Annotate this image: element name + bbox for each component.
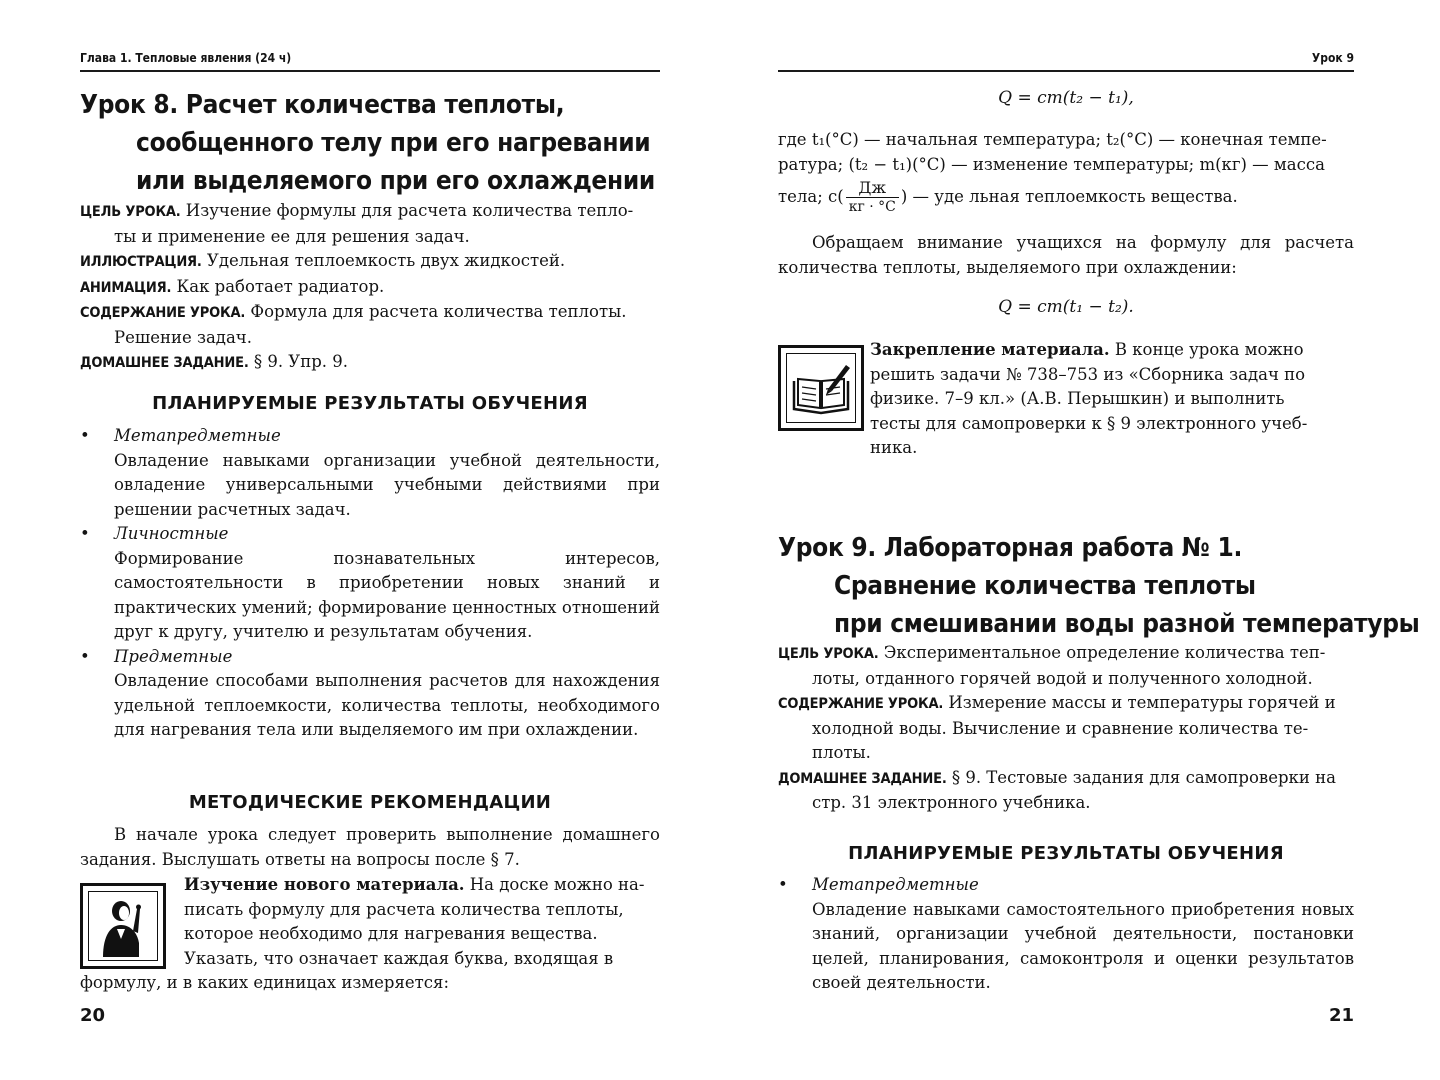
bullet-icon: • — [80, 646, 90, 666]
field-homework — [778, 766, 1354, 816]
page-number: 20 — [80, 1005, 106, 1026]
bullet-text: Формирование познавательных интересов, самостоятельности в приобретении новых знаний и практических умений; формирование ценностных отношений друг к другу, учителю и результатам обучения. — [114, 548, 660, 641]
field-text-cont: стр. 31 электронного учебника. — [812, 793, 1091, 812]
new-material-para — [184, 873, 660, 971]
text-line — [778, 179, 1354, 216]
unit-fraction — [846, 179, 899, 216]
list-item — [80, 424, 660, 522]
field-text: Удельная теплоемкость двух жидкостей. — [201, 251, 566, 270]
text-fragment: ) — уде льная теплоемкость вещества. — [900, 187, 1238, 206]
field-content — [778, 691, 1354, 766]
bullet-icon: • — [778, 875, 788, 894]
running-head-text: Глава 1. Тепловые явления (24 ч) — [80, 51, 292, 65]
consolidation-para — [870, 338, 1354, 461]
bullet-icon: • — [80, 524, 90, 543]
list-item — [80, 645, 660, 743]
text-line: писать формулу для расчета количества теплоты, — [184, 899, 624, 919]
field-label: АНИМАЦИЯ. — [80, 279, 172, 296]
results-list-left — [80, 424, 660, 743]
section-heading: ПЛАНИРУЕМЫЕ РЕЗУЛЬТАТЫ ОБУЧЕНИЯ — [848, 843, 1284, 864]
running-head-right — [778, 48, 1354, 72]
field-text-cont: холодной воды. Вычисление и сравнение количества те- — [812, 718, 1309, 738]
bullet-title: Метапредметные — [812, 875, 979, 894]
lesson-9-fields — [778, 641, 1354, 816]
bullet-text: Овладение навыками организации учебной деятельности, овладение универсальными учебными действиями при решении расчетных задач. — [114, 450, 660, 519]
field-label: ЦЕЛЬ УРОКА. — [778, 646, 879, 662]
text-line: решить задачи № 738–753 из «Сборника задач по — [870, 364, 1306, 384]
title-line: Урок 9. Лабораторная работа № 1. — [778, 533, 1243, 563]
field-text: Формула для расчета количества теплоты. — [245, 302, 627, 321]
section-heading: МЕТОДИЧЕСКИЕ РЕКОМЕНДАЦИИ — [188, 792, 552, 813]
title-line: Урок 8. Расчет количества теплоты, — [80, 90, 565, 120]
attention-para: Обращаем внимание учащихся на формулу для расчета количества теплоты, выделяемого при охлаждении: — [778, 233, 1354, 277]
list-item — [778, 873, 1354, 996]
where-para — [778, 128, 1354, 216]
bullet-title: Личностные — [114, 524, 229, 543]
field-illustration — [80, 249, 660, 275]
right-page — [778, 0, 1420, 1080]
field-label: СОДЕРЖАНИЕ УРОКА. — [778, 696, 944, 712]
field-label: ДОМАШНЕЕ ЗАДАНИЕ. — [80, 355, 249, 371]
field-text: § 9. Упр. 9. — [248, 352, 349, 371]
field-goal — [80, 199, 660, 249]
field-text-cont: ты и применение ее для решения задач. — [114, 226, 470, 246]
lesson-8-title — [80, 86, 660, 200]
text-line: тесты для самопроверки к § 9 электронного учеб- — [870, 413, 1308, 433]
list-item — [80, 522, 660, 645]
field-animation — [80, 275, 660, 301]
field-label: СОДЕРЖАНИЕ УРОКА. — [80, 305, 246, 321]
results-list-right — [778, 873, 1354, 996]
teacher-pointing-icon — [80, 883, 166, 969]
text-line: физике. 7–9 кл.» (А.В. Перышкин) и выполнить — [870, 389, 1285, 408]
text-line: ника. — [870, 438, 918, 457]
text-line: которое необходимо для нагревания вещества. — [184, 924, 598, 943]
field-text: § 9. Тестовые задания для самопроверки на — [946, 767, 1336, 787]
text-line: На доске можно на- — [464, 875, 645, 894]
title-line: Сравнение количества теплоты — [834, 571, 1256, 601]
running-head-left — [80, 48, 660, 72]
field-label: ИЛЛЮСТРАЦИЯ. — [80, 254, 202, 270]
title-line: при смешивании воды разной температуры — [834, 609, 1420, 639]
text-line: где t₁(°С) — начальная температура; t₂(°С) — конечная темпе- — [778, 130, 1327, 149]
field-text: Как работает радиатор. — [171, 276, 385, 296]
open-book-pen-icon — [778, 345, 864, 431]
field-label: ЦЕЛЬ УРОКА. — [80, 204, 181, 220]
left-page — [80, 0, 660, 1080]
field-text-cont: лоты, отданного горячей водой и полученного холодной. — [812, 668, 1313, 688]
bullet-icon: • — [80, 426, 90, 445]
bullet-title: Предметные — [114, 646, 233, 666]
bullet-text: Овладение навыками самостоятельного приобретения новых знаний, организации учебной деятельности, постановки целей, планирования, самоконтроля и оценки результатов своей деятельности. — [812, 899, 1354, 992]
title-line: сообщенного телу при его нагревании — [136, 128, 651, 158]
running-head-text: Урок 9 — [1311, 51, 1354, 65]
bullet-text: Овладение способами выполнения расчетов для нахождения удельной теплоемкости, количества теплоты, необходимого для нагревания тела или выделяемого им при охлаждении. — [114, 671, 660, 739]
field-text-cont: плоты. — [812, 743, 871, 762]
lesson-8-fields — [80, 199, 660, 376]
text-line: ратура; (t₂ − t₁)(°С) — изменение температуры; m(кг) — масса — [778, 154, 1325, 174]
text-line: В конце урока можно — [1109, 340, 1304, 359]
results-heading-left — [80, 393, 660, 414]
field-content — [80, 300, 660, 350]
formula-cooling: Q = cm(t₁ − t₂). — [998, 297, 1134, 317]
field-text: Экспериментальное определение количества теп- — [878, 643, 1326, 662]
method-heading — [80, 792, 660, 813]
field-text-cont: Решение задач. — [114, 327, 252, 347]
text-line: Указать, что означает каждая буква, входящая в — [184, 948, 614, 968]
text-line: формулу, и в каких единицах измеряется: — [80, 973, 450, 992]
consolidation-run: Закрепление материала. — [870, 340, 1110, 359]
fraction-denominator: кг · °С — [848, 199, 896, 215]
new-material-run: Изучение нового материала. — [184, 875, 465, 894]
results-heading-right — [778, 843, 1354, 864]
fraction-numerator: Дж — [846, 179, 899, 198]
page-number: 21 — [1328, 1005, 1354, 1026]
text-fragment: тела; c( — [778, 187, 844, 206]
field-label: ДОМАШНЕЕ ЗАДАНИЕ. — [778, 770, 947, 787]
field-goal — [778, 641, 1354, 691]
field-text: Измерение массы и температуры горячей и — [943, 693, 1336, 712]
section-heading: ПЛАНИРУЕМЫЕ РЕЗУЛЬТАТЫ ОБУЧЕНИЯ — [152, 393, 588, 414]
field-homework — [80, 350, 660, 376]
title-line: или выделяемого при его охлаждении — [136, 166, 656, 196]
field-text: Изучение формулы для расчета количества тепло- — [180, 201, 634, 220]
formula-heating: Q = cm(t₂ − t₁), — [998, 88, 1134, 108]
bullet-title: Метапредметные — [114, 426, 281, 445]
method-intro: В начале урока следует проверить выполнение домашнего задания. Выслушать ответы на вопросы после § 7. — [80, 825, 660, 869]
lesson-9-title — [778, 529, 1420, 643]
